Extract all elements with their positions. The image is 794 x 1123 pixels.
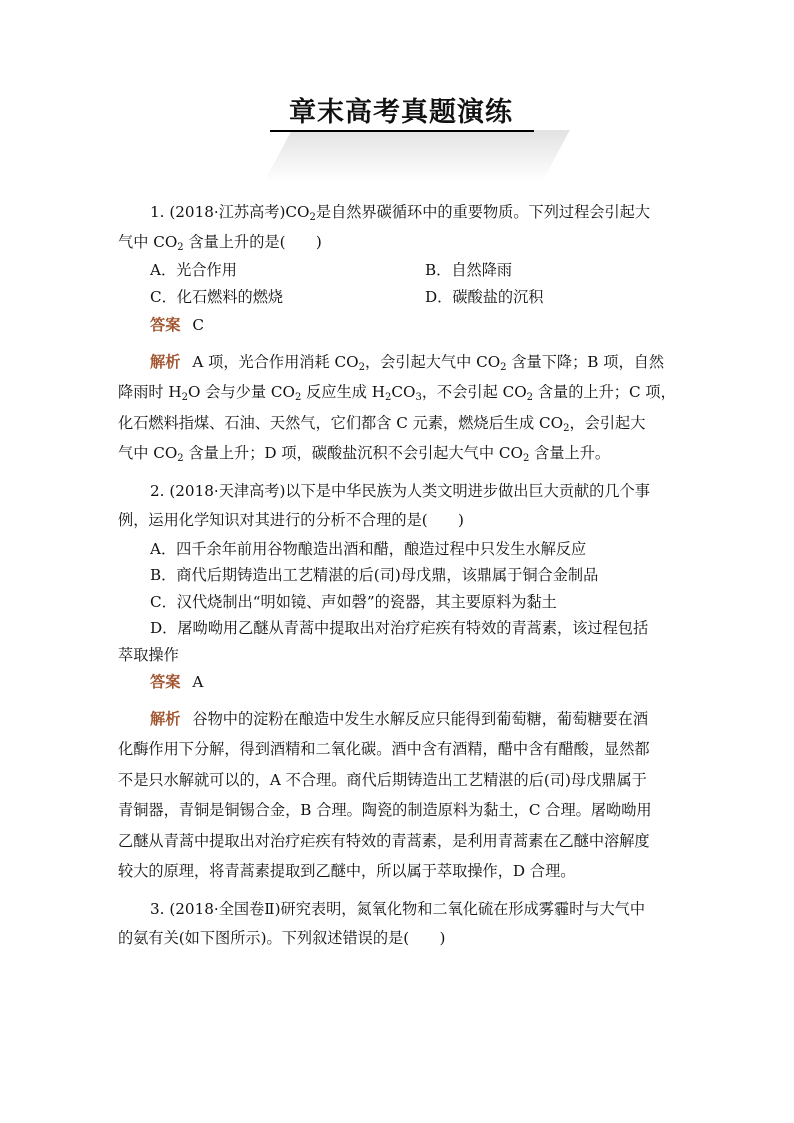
analysis-line: 化酶作用下分解，得到酒精和二氧化碳。酒中含有酒精，醋中含有醋酸，显然都 [118, 740, 650, 758]
option-b: B．商代后期铸造出工艺精湛的后(司)母戊鼎，该鼎属于铜合金制品 [150, 566, 599, 584]
analysis-line: 青铜器，青铜是铜锡合金，B 合理。陶瓷的制造原料为黏土，C 合理。屠呦呦用 [118, 801, 652, 819]
analysis-line: 乙醚从青蒿中提取出对治疗疟疾有特效的青蒿素，是利用青蒿素在乙醚中溶解度 [118, 831, 650, 850]
answer-value: A [192, 673, 204, 691]
option-c: C．汉代烧制出“明如镜、声如磬”的瓷器，其主要原料为黏土 [150, 592, 557, 611]
question-stem: 1. (2018·江苏高考)$CO_2$是自然界碳循环中的重要物质。下列过程会引起大 [150, 203, 650, 223]
title-underline [270, 130, 534, 132]
answer-label: 答案 [150, 673, 181, 691]
answer-value: C [192, 316, 204, 334]
analysis-line: 解析 谷物中的淀粉在酿造中发生水解反应只能得到葡萄糖，葡萄糖要在酒 [150, 709, 648, 728]
answer-label: 答案 [150, 316, 181, 334]
option-a: A．四千余年前用谷物酿造出酒和醋，酿造过程中只发生水解反应 [150, 539, 587, 558]
answer-line [118, 668, 678, 698]
analysis-line: 解析 A 项，光合作用消耗 $CO_2$，会引起大气中 $CO_2$ 含量下降；B 项，自然 [150, 352, 665, 373]
analysis-line: 较大的原理，将青蒿素提取到乙醚中，所以属于萃取操作，D 合理。 [118, 862, 576, 880]
analysis-line: 化石燃料指煤、石油、天然气，它们都含 C 元素，燃烧后生成 $CO_2$，会引起大 [118, 413, 646, 434]
question-stem: 2. (2018·天津高考)以下是中华民族为人类文明进步做出巨大贡献的几个事 [150, 481, 650, 500]
question-2 [118, 477, 678, 887]
question-stem-line: 例，运用化学知识对其进行的分析不合理的是( ) [118, 511, 464, 529]
analysis-line: 不是只水解就可以的，A 不合理。商代后期铸造出工艺精湛的后(司)母戊鼎属于 [118, 770, 647, 789]
chapter-banner [268, 86, 558, 186]
question-stem-line: 的氨有关(如下图所示)。下列叙述错误的是( ) [118, 929, 446, 947]
document-body [118, 198, 678, 954]
option-c: C．化石燃料的燃烧 [150, 288, 284, 306]
option-d: D．屠呦呦用乙醚从青蒿中提取出对治疗疟疾有特效的青蒿素，该过程包括 [150, 619, 649, 637]
question-stem: 3. (2018·全国卷Ⅱ)研究表明，氮氧化物和二氧化硫在形成雾霾时与大气中 [150, 899, 646, 918]
analysis-line: 降雨时 $H_2O$ 会与少量 $CO_2$ 反应生成 $H_2CO_3$，不会引起 $CO_2$ 含量的上升；C 项， [118, 383, 676, 403]
page-title: 章末高考真题演练 [289, 97, 513, 128]
answer-line [118, 311, 678, 341]
analysis-label: 解析 [150, 709, 181, 728]
option-a: A．光合作用 [150, 261, 237, 279]
option-row [118, 284, 678, 311]
option-d-continued: 萃取操作 [118, 645, 179, 664]
option-d: D．碳酸盐的沉积 [425, 288, 544, 306]
analysis-line: 气中 $CO_2$ 含量上升；D 项，碳酸盐沉积不会引起大气中 $CO_2$ 含量上升。 [118, 444, 611, 464]
question-1 [118, 198, 678, 469]
option-b: B．自然降雨 [425, 261, 513, 279]
question-stem-line: 气中 $CO_2$ 含量上升的是( ) [118, 232, 322, 253]
analysis-label: 解析 [150, 352, 181, 371]
question-3 [118, 895, 678, 954]
option-row [118, 257, 678, 284]
banner-shadow [264, 130, 570, 182]
